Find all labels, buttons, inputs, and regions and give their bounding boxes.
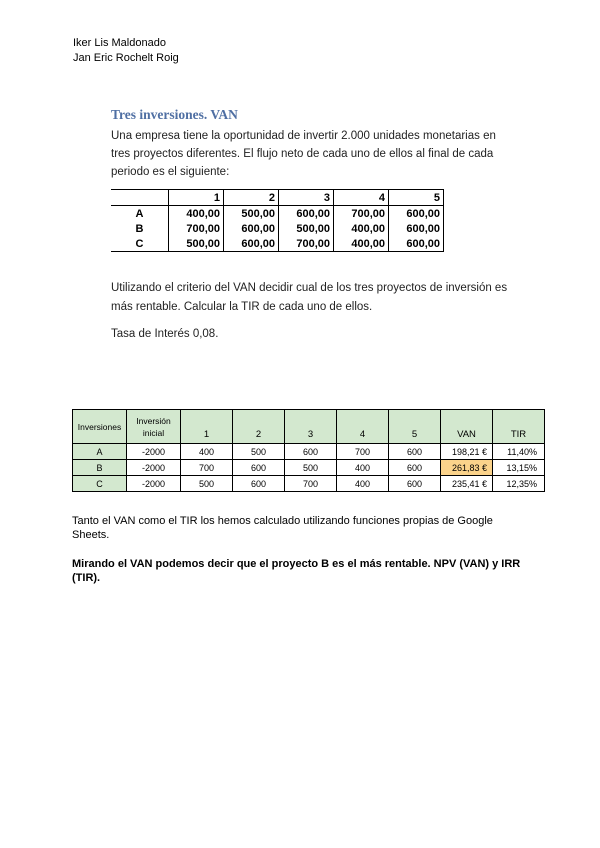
tir-cell: 11,40% (493, 444, 545, 460)
authors-block (73, 36, 179, 66)
flow-cell: 600,00 (389, 221, 444, 236)
flow-cell: 500 (181, 476, 233, 492)
header-period: 3 (285, 410, 337, 444)
flow-cell: 600,00 (224, 221, 279, 236)
table-row (111, 206, 444, 222)
flow-cell: 500,00 (279, 221, 334, 236)
interest-rate: Tasa de Interés 0,08. (111, 328, 219, 340)
header-van: VAN (441, 410, 493, 444)
flow-cell: 400 (181, 444, 233, 460)
flow-cell: 700 (181, 460, 233, 476)
van-cell-highlighted: 261,83 € (441, 460, 493, 476)
cash-flow-table (111, 189, 444, 252)
row-label: C (73, 476, 127, 492)
flow-cell: 500,00 (169, 236, 224, 252)
period-header: 2 (224, 190, 279, 206)
flow-cell: 600,00 (389, 236, 444, 252)
method-note: Tanto el VAN como el TIR los hemos calculado utilizando funciones propias de Google Sheets. (72, 515, 493, 541)
problem-image (111, 107, 511, 181)
header-period: 5 (389, 410, 441, 444)
row-label: C (111, 236, 169, 252)
table-row (111, 221, 444, 236)
flow-cell: 500 (233, 444, 285, 460)
results-header-row (73, 410, 545, 444)
row-label: A (73, 444, 127, 460)
flow-cell: 600 (285, 444, 337, 460)
tir-cell: 13,15% (493, 460, 545, 476)
author-2: Jan Eric Rochelt Roig (73, 52, 179, 64)
initial-cell: -2000 (127, 444, 181, 460)
flow-cell: 600 (389, 476, 441, 492)
flow-cell: 700 (285, 476, 337, 492)
table-row (73, 460, 545, 476)
problem-question: Utilizando el criterio del VAN decidir cual de los tres proyectos de inversión es más rentable. Calcular la TIR de cada uno de ellos. (111, 282, 508, 313)
initial-cell: -2000 (127, 460, 181, 476)
flow-cell: 400,00 (334, 236, 389, 252)
flow-cell: 400,00 (169, 206, 224, 222)
initial-cell: -2000 (127, 476, 181, 492)
flow-cell: 600,00 (279, 206, 334, 222)
flow-cell: 400 (337, 476, 389, 492)
flow-cell: 600 (233, 460, 285, 476)
table-header-row (111, 190, 444, 206)
flow-cell: 600 (389, 444, 441, 460)
flow-cell: 700 (337, 444, 389, 460)
flow-cell: 400 (337, 460, 389, 476)
van-cell: 235,41 € (441, 476, 493, 492)
header-period: 2 (233, 410, 285, 444)
table-row (73, 444, 545, 460)
flow-cell: 600 (233, 476, 285, 492)
flow-cell: 600,00 (224, 236, 279, 252)
header-inversion-inicial: Inversión inicial (127, 410, 181, 444)
row-label: B (73, 460, 127, 476)
header-period: 1 (181, 410, 233, 444)
tir-cell: 12,35% (493, 476, 545, 492)
problem-statement: Una empresa tiene la oportunidad de invertir 2.000 unidades monetarias en tres proyectos diferentes. El flujo neto de cada uno de ellos al final de cada periodo es el siguiente: (111, 130, 496, 178)
results-table (72, 409, 545, 492)
author-1: Iker Lis Maldonado (73, 37, 166, 49)
table-row (111, 236, 444, 252)
flow-cell: 600,00 (389, 206, 444, 222)
van-cell: 198,21 € (441, 444, 493, 460)
header-tir: TIR (493, 410, 545, 444)
period-header: 1 (169, 190, 224, 206)
flow-cell: 600 (389, 460, 441, 476)
row-label: B (135, 222, 144, 235)
flow-cell: 500,00 (224, 206, 279, 222)
period-header: 3 (279, 190, 334, 206)
problem-title: Tres inversiones. VAN (111, 107, 238, 122)
period-header: 4 (334, 190, 389, 206)
table-row (73, 476, 545, 492)
conclusion-note: Mirando el VAN podemos decir que el proyecto B es el más rentable. NPV (VAN) y IRR (TIR). (72, 558, 521, 584)
flow-cell: 400,00 (334, 221, 389, 236)
row-label: A (135, 207, 144, 220)
flow-cell: 700,00 (334, 206, 389, 222)
header-period: 4 (337, 410, 389, 444)
period-header: 5 (389, 190, 444, 206)
header-inversiones: Inversiones (73, 410, 127, 444)
flow-cell: 700,00 (279, 236, 334, 252)
flow-cell: 700,00 (169, 221, 224, 236)
flow-cell: 500 (285, 460, 337, 476)
